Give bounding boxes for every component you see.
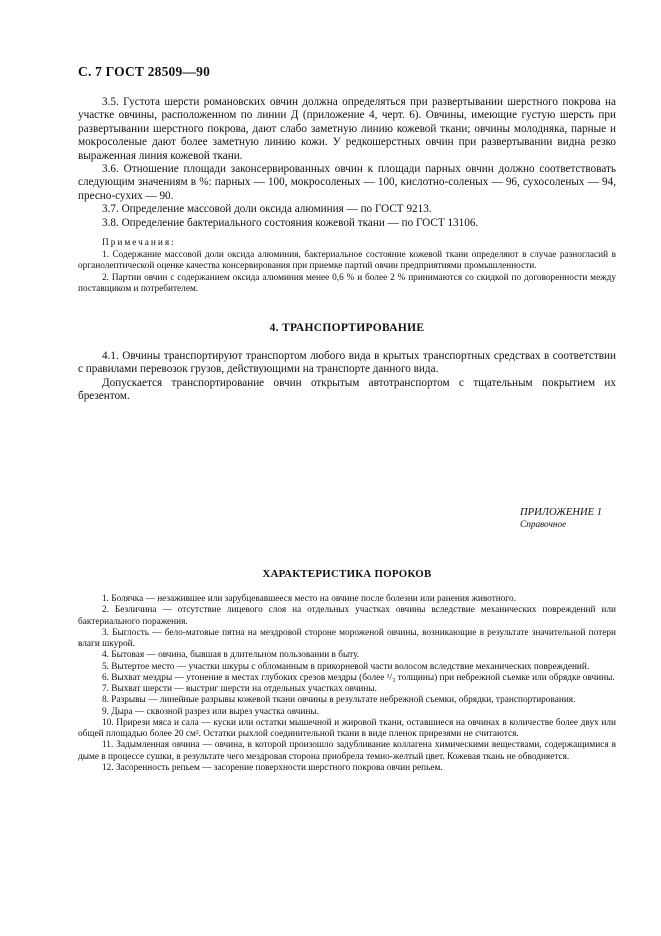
defect-item: 9. Дыра — сквозной разрез или вырез участка овчины. [102,706,319,717]
appendix-number: ПРИЛОЖЕНИЕ 1 [520,507,603,518]
notes-section [78,238,616,295]
defect-item: 6. Выхват мездры — утонение в местах глубоких срезов мездры (более ¹/₃ толщины) при небрежной съемке или обрядке овчины. [102,672,615,683]
section-4-heading: 4. ТРАНСПОРТИРОВАНИЕ [269,322,425,334]
defect-item: 10. Прирези мяса и сала — куски или остатки мышечной и жировой ткани, оставшиеся на овчинах в количестве более двух или общей площадью более 20 см². Остатки рыхлой соединительной ткани в виде пленок прирезями не считаются. [78,717,616,739]
defect-item: 8. Разрывы — линейные разрывы кожевой ткани овчины в результате небрежной съемки, обрядки, транспортирования. [102,695,576,706]
paragraph-4-2: Допускается транспортирование овчин открытым автотранспортом с тщательным покрытием их брезентом. [78,376,616,403]
note-item: 1. Содержание массовой доли оксида алюминия, бактериальное состояние кожевой ткани определяют в случае разногласий в органолептической оценке качества консервирования при приемке партий овчин предприятиями промышленности. [78,250,616,272]
paragraph-3-6: 3.6. Отношение площади законсервированных овчин к площади парных овчин должно соответствовать следующим значениям в %: парных — 100, мокросоленых — 100, кислотно-соленых — 96, сухосоленых — 94, пресно-сухих — 90. [78,163,616,202]
paragraph-3-8: 3.8. Определение бактериального состояния кожевой ткани — по ГОСТ 13106. [102,216,479,229]
defects-heading: ХАРАКТЕРИСТИКА ПОРОКОВ [262,568,432,580]
intro-section [78,96,616,230]
defect-item: 12. Засоренность репьем — засорение поверхности шерстного покрова овчин репьем. [102,762,443,773]
defect-item: 7. Выхват шерсти — выстриг шерсти на отдельных участках овчины. [102,684,377,694]
appendix-type: Справочное [520,520,567,530]
transport-section [78,350,616,404]
notes-title: Примечания: [102,238,176,248]
note-item: 2. Партии овчин с содержанием оксида алюминия менее 0,6 % и более 2 % принимаются со скидкой по договоренности между поставщиком и потребителем. [78,272,616,294]
page-header: С. 7 ГОСТ 28509—90 [78,64,211,79]
defect-item: 2. Безличина — отсутствие лицевого слоя на отдельных участках овчины вследствие механических повреждений или бактериального поражения. [78,605,616,627]
defect-item: 4. Бытовая — овчина, бывшая в длительном пользовании в быту. [102,650,360,661]
defect-item: 1. Болячка — незажившее или зарубцевавшееся место на овчине после болезни или ранения животного. [102,594,516,604]
defect-item: 11. Задымленная овчина — овчина, в которой произошло задубливание коллагена химическими веществами, содержащимися в дыме в процессе сушки, в результате чего мездровая сторона приобрела темно-желтый цвет. Кожевая ткань не обводняется. [78,740,616,762]
defect-item: 3. Быглость — бело-матовые пятна на мездровой стороне мороженой овчины, возникающие в результате значительной потери влаги шкурой. [78,627,616,649]
paragraph-4-1: 4.1. Овчины транспортируют транспортом любого вида в крытых транспортных средствах в соответствии с правилами перевозок грузов, действующими на транспорте данного вида. [78,350,616,376]
paragraph-3-7: 3.7. Определение массовой доли оксида алюминия — по ГОСТ 9213. [102,203,432,216]
paragraph-3-5: 3.5. Густота шерсти романовских овчин должна определяться при развертывании шерстного покрова на участке овчины, расположенном по линии Д (приложение 4, черт. 6). Овчины, имеющие густую шерсть при развертывании шерстного покрова, дают слабо заметную линию кожевой ткани; овчины молодняка, парные и мокросоленые дают более заметную линию кожи. У редкошерстных овчин при развертывании видна резко выраженная линия кожевой ткани. [78,96,616,162]
appendix-label [520,506,640,531]
defect-item: 5. Вытертое место — участки шкуры с обломанным в прикорневой части волосом вследствие механических повреждений. [102,661,590,672]
defects-list [78,594,616,774]
